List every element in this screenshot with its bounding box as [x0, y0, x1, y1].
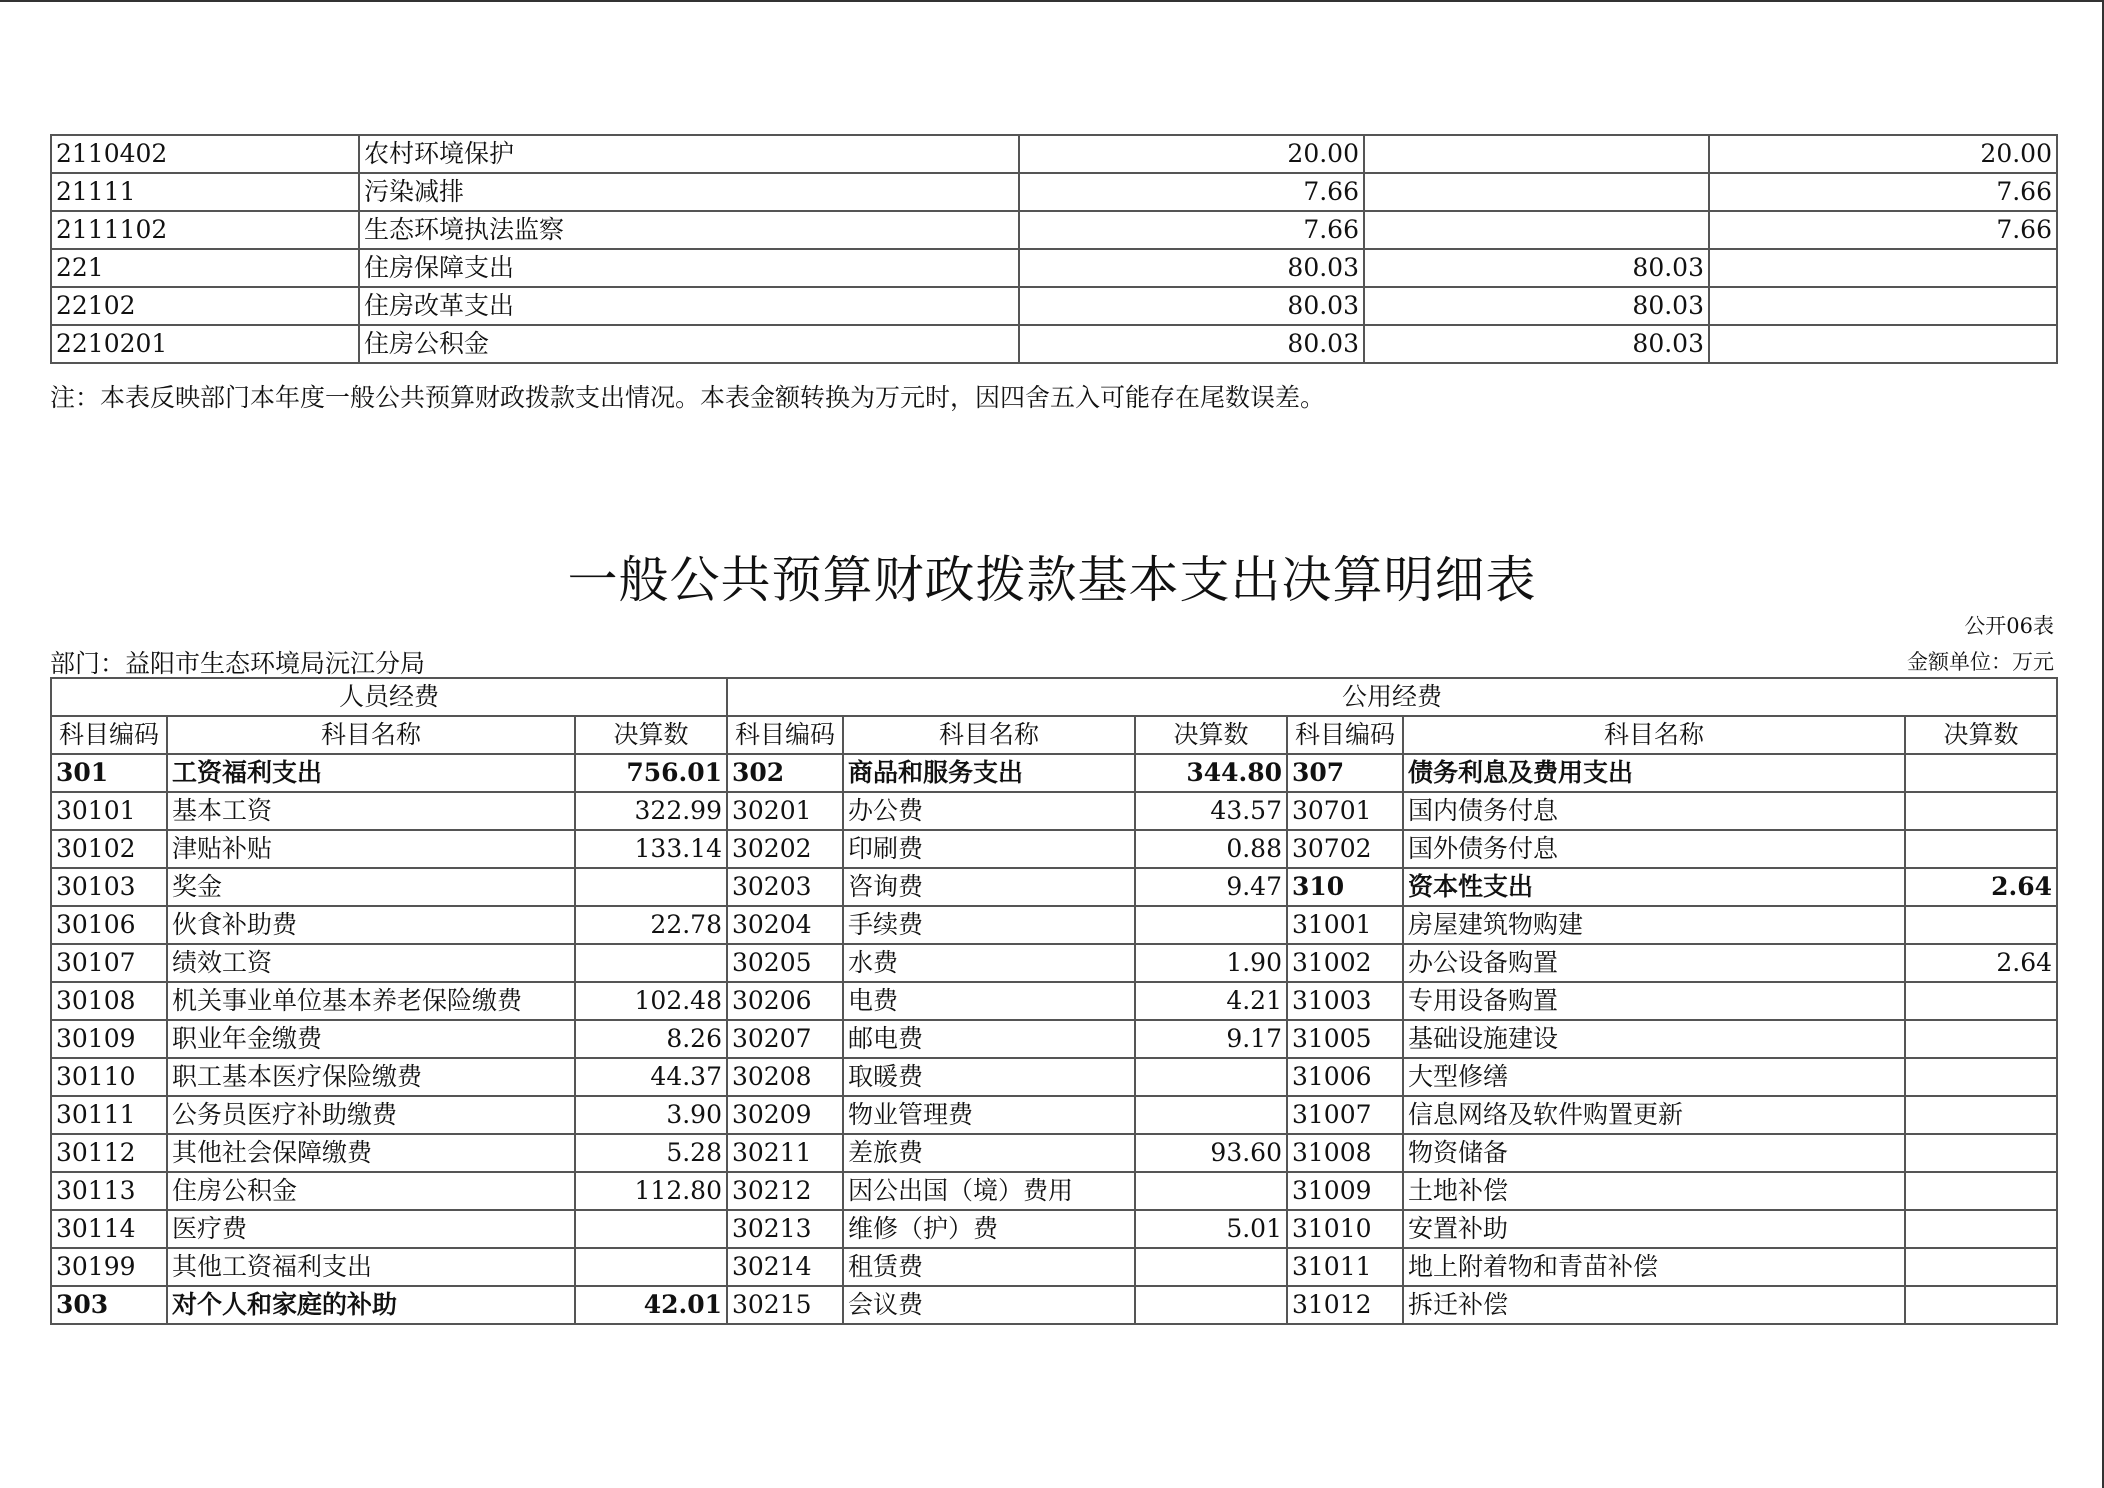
- subject-code: 310: [1287, 868, 1403, 906]
- table-row: [51, 1134, 2057, 1172]
- subject-name: 基本工资: [167, 792, 575, 830]
- subject-name: 拆迁补偿: [1403, 1286, 1905, 1324]
- subject-name: 大型修缮: [1403, 1058, 1905, 1096]
- table-note: 注：本表反映部门本年度一般公共预算财政拨款支出情况。本表金额转换为万元时，因四舍五入可能存在尾数误差。: [50, 383, 1326, 412]
- subject-name: 国外债务付息: [1403, 830, 1905, 868]
- expenditure-summary-table: [50, 134, 2058, 364]
- final-amount: [1135, 1058, 1287, 1096]
- final-amount: [1905, 906, 2057, 944]
- subject-code: 302: [727, 754, 843, 792]
- subject-code: 30101: [51, 792, 167, 830]
- final-amount: [1905, 1248, 2057, 1286]
- subject-name: 对个人和家庭的补助: [167, 1286, 575, 1324]
- final-amount: [575, 868, 727, 906]
- subject-name: 公务员医疗补助缴费: [167, 1096, 575, 1134]
- amount-unit-label: 金额单位：万元: [1907, 650, 2054, 674]
- subject-code: 30114: [51, 1210, 167, 1248]
- subject-name: 地上附着物和青苗补偿: [1403, 1248, 1905, 1286]
- subject-code: 30215: [727, 1286, 843, 1324]
- summary-table-body: [51, 135, 2057, 363]
- page-border-top: [0, 0, 2104, 2]
- subject-code: 30702: [1287, 830, 1403, 868]
- basic-amount: [1364, 135, 1709, 173]
- subject-name: 电费: [843, 982, 1135, 1020]
- subject-name: 安置补助: [1403, 1210, 1905, 1248]
- final-amount: [575, 1248, 727, 1286]
- final-amount: [1905, 1058, 2057, 1096]
- subject-name: 资本性支出: [1403, 868, 1905, 906]
- final-amount: 93.60: [1135, 1134, 1287, 1172]
- subject-name: 机关事业单位基本养老保险缴费: [167, 982, 575, 1020]
- table-row: [51, 1020, 2057, 1058]
- basic-amount: [1364, 173, 1709, 211]
- subject-code: 31012: [1287, 1286, 1403, 1324]
- subject-name: 印刷费: [843, 830, 1135, 868]
- subject-name: 农村环境保护: [359, 135, 1019, 173]
- subject-name: 津贴补贴: [167, 830, 575, 868]
- subject-name: 物业管理费: [843, 1096, 1135, 1134]
- subject-code: 303: [51, 1286, 167, 1324]
- final-amount: 44.37: [575, 1058, 727, 1096]
- final-amount: [1905, 1020, 2057, 1058]
- final-amount: [1905, 754, 2057, 792]
- subject-name: 信息网络及软件购置更新: [1403, 1096, 1905, 1134]
- subject-name: 职业年金缴费: [167, 1020, 575, 1058]
- column-header-row: [51, 716, 2057, 754]
- project-amount: 20.00: [1709, 135, 2057, 173]
- final-amount: 133.14: [575, 830, 727, 868]
- subject-name: 医疗费: [167, 1210, 575, 1248]
- final-amount: 43.57: [1135, 792, 1287, 830]
- subject-code: 307: [1287, 754, 1403, 792]
- subject-name: 绩效工资: [167, 944, 575, 982]
- table-row: [51, 868, 2057, 906]
- subject-name: 办公设备购置: [1403, 944, 1905, 982]
- subject-code: 30113: [51, 1172, 167, 1210]
- header-amount: 决算数: [1135, 716, 1287, 754]
- table-row: [51, 173, 2057, 211]
- final-amount: 102.48: [575, 982, 727, 1020]
- final-amount: [1905, 1096, 2057, 1134]
- subject-code: 31009: [1287, 1172, 1403, 1210]
- subject-name: 专用设备购置: [1403, 982, 1905, 1020]
- subject-name: 会议费: [843, 1286, 1135, 1324]
- header-code: 科目编码: [1287, 716, 1403, 754]
- basic-amount: 80.03: [1364, 325, 1709, 363]
- subject-name: 国内债务付息: [1403, 792, 1905, 830]
- final-amount: [1905, 830, 2057, 868]
- public-group-header: 公用经费: [727, 678, 2057, 716]
- subject-code: 31011: [1287, 1248, 1403, 1286]
- project-amount: [1709, 287, 2057, 325]
- subject-code: 30204: [727, 906, 843, 944]
- subject-code: 30208: [727, 1058, 843, 1096]
- final-amount: [1135, 1286, 1287, 1324]
- header-code: 科目编码: [51, 716, 167, 754]
- subject-code: 30111: [51, 1096, 167, 1134]
- final-amount: [1135, 1248, 1287, 1286]
- subject-code: 30202: [727, 830, 843, 868]
- final-amount: 22.78: [575, 906, 727, 944]
- final-amount: [1135, 1172, 1287, 1210]
- subject-code: 30110: [51, 1058, 167, 1096]
- table-row: [51, 1058, 2057, 1096]
- subject-name: 维修（护）费: [843, 1210, 1135, 1248]
- detail-table-body: [51, 754, 2057, 1324]
- basic-expenditure-detail-table: [50, 677, 2058, 1325]
- basic-amount: 80.03: [1364, 249, 1709, 287]
- subject-name: 房屋建筑物购建: [1403, 906, 1905, 944]
- final-amount: 8.26: [575, 1020, 727, 1058]
- subject-name: 工资福利支出: [167, 754, 575, 792]
- subject-name: 住房保障支出: [359, 249, 1019, 287]
- header-amount: 决算数: [1905, 716, 2057, 754]
- subject-code: 2110402: [51, 135, 359, 173]
- final-amount: [1135, 906, 1287, 944]
- subject-code: 31006: [1287, 1058, 1403, 1096]
- header-name: 科目名称: [843, 716, 1135, 754]
- subject-name: 物资储备: [1403, 1134, 1905, 1172]
- subject-name: 其他工资福利支出: [167, 1248, 575, 1286]
- table-row: [51, 249, 2057, 287]
- final-amount: 322.99: [575, 792, 727, 830]
- subject-code: 30701: [1287, 792, 1403, 830]
- header-name: 科目名称: [1403, 716, 1905, 754]
- table-row: [51, 754, 2057, 792]
- subject-code: 31005: [1287, 1020, 1403, 1058]
- subject-code: 30205: [727, 944, 843, 982]
- subject-name: 租赁费: [843, 1248, 1135, 1286]
- final-amount: 756.01: [575, 754, 727, 792]
- subject-code: 30212: [727, 1172, 843, 1210]
- final-amount: 4.21: [1135, 982, 1287, 1020]
- subject-name: 住房公积金: [359, 325, 1019, 363]
- subject-code: 30214: [727, 1248, 843, 1286]
- subject-name: 取暖费: [843, 1058, 1135, 1096]
- subject-name: 污染减排: [359, 173, 1019, 211]
- table-row: [51, 1210, 2057, 1248]
- final-amount: 9.47: [1135, 868, 1287, 906]
- project-amount: [1709, 325, 2057, 363]
- table-row: [51, 135, 2057, 173]
- subject-code: 31008: [1287, 1134, 1403, 1172]
- subject-code: 301: [51, 754, 167, 792]
- final-amount: 344.80: [1135, 754, 1287, 792]
- header-amount: 决算数: [575, 716, 727, 754]
- subject-code: 21111: [51, 173, 359, 211]
- subject-code: 30103: [51, 868, 167, 906]
- subject-name: 邮电费: [843, 1020, 1135, 1058]
- subject-name: 办公费: [843, 792, 1135, 830]
- final-amount: [1905, 1286, 2057, 1324]
- table-row: [51, 906, 2057, 944]
- subject-name: 差旅费: [843, 1134, 1135, 1172]
- subject-code: 30201: [727, 792, 843, 830]
- subject-name: 住房公积金: [167, 1172, 575, 1210]
- subject-name: 咨询费: [843, 868, 1135, 906]
- subject-code: 30108: [51, 982, 167, 1020]
- basic-amount: [1364, 211, 1709, 249]
- basic-amount: 80.03: [1364, 287, 1709, 325]
- table-row: [51, 792, 2057, 830]
- department-label: 部门：益阳市生态环境局沅江分局: [50, 649, 426, 678]
- final-amount: 9.17: [1135, 1020, 1287, 1058]
- subject-code: 30209: [727, 1096, 843, 1134]
- final-amount: 5.28: [575, 1134, 727, 1172]
- subject-code: 30211: [727, 1134, 843, 1172]
- page-title: 一般公共预算财政拨款基本支出决算明细表: [567, 551, 1537, 609]
- subject-code: 221: [51, 249, 359, 287]
- final-amount: 112.80: [575, 1172, 727, 1210]
- form-number: 公开06表: [1964, 614, 2054, 638]
- subject-code: 30109: [51, 1020, 167, 1058]
- subject-code: 30203: [727, 868, 843, 906]
- subject-name: 住房改革支出: [359, 287, 1019, 325]
- final-amount: 1.90: [1135, 944, 1287, 982]
- subject-name: 水费: [843, 944, 1135, 982]
- table-row: [51, 1286, 2057, 1324]
- project-amount: 7.66: [1709, 211, 2057, 249]
- total-amount: 7.66: [1019, 173, 1364, 211]
- total-amount: 80.03: [1019, 325, 1364, 363]
- total-amount: 80.03: [1019, 287, 1364, 325]
- total-amount: 80.03: [1019, 249, 1364, 287]
- subject-name: 手续费: [843, 906, 1135, 944]
- table-row: [51, 1172, 2057, 1210]
- subject-code: 30206: [727, 982, 843, 1020]
- table-row: [51, 1248, 2057, 1286]
- subject-code: 30199: [51, 1248, 167, 1286]
- final-amount: [575, 944, 727, 982]
- final-amount: [1135, 1096, 1287, 1134]
- subject-code: 31007: [1287, 1096, 1403, 1134]
- subject-name: 奖金: [167, 868, 575, 906]
- total-amount: 20.00: [1019, 135, 1364, 173]
- subject-name: 债务利息及费用支出: [1403, 754, 1905, 792]
- final-amount: [575, 1210, 727, 1248]
- subject-name: 其他社会保障缴费: [167, 1134, 575, 1172]
- subject-code: 30213: [727, 1210, 843, 1248]
- header-code: 科目编码: [727, 716, 843, 754]
- final-amount: 42.01: [575, 1286, 727, 1324]
- final-amount: [1905, 1172, 2057, 1210]
- subject-code: 30107: [51, 944, 167, 982]
- subject-code: 2210201: [51, 325, 359, 363]
- subject-code: 30207: [727, 1020, 843, 1058]
- table-row: [51, 982, 2057, 1020]
- final-amount: 2.64: [1905, 944, 2057, 982]
- subject-name: 土地补偿: [1403, 1172, 1905, 1210]
- subject-name: 生态环境执法监察: [359, 211, 1019, 249]
- table-row: [51, 830, 2057, 868]
- subject-code: 31003: [1287, 982, 1403, 1020]
- subject-code: 22102: [51, 287, 359, 325]
- table-row: [51, 1096, 2057, 1134]
- subject-name: 伙食补助费: [167, 906, 575, 944]
- table-row: [51, 944, 2057, 982]
- project-amount: [1709, 249, 2057, 287]
- final-amount: [1905, 1134, 2057, 1172]
- final-amount: [1905, 792, 2057, 830]
- personnel-group-header: 人员经费: [51, 678, 727, 716]
- subject-code: 30112: [51, 1134, 167, 1172]
- table-row: [51, 287, 2057, 325]
- subject-code: 30102: [51, 830, 167, 868]
- subject-code: 31002: [1287, 944, 1403, 982]
- table-row: [51, 325, 2057, 363]
- header-name: 科目名称: [167, 716, 575, 754]
- final-amount: 5.01: [1135, 1210, 1287, 1248]
- group-header-row: [51, 678, 2057, 716]
- subject-code: 2111102: [51, 211, 359, 249]
- subject-name: 因公出国（境）费用: [843, 1172, 1135, 1210]
- final-amount: [1905, 1210, 2057, 1248]
- final-amount: 0.88: [1135, 830, 1287, 868]
- final-amount: 2.64: [1905, 868, 2057, 906]
- table-row: [51, 211, 2057, 249]
- total-amount: 7.66: [1019, 211, 1364, 249]
- final-amount: 3.90: [575, 1096, 727, 1134]
- final-amount: [1905, 982, 2057, 1020]
- project-amount: 7.66: [1709, 173, 2057, 211]
- subject-code: 31010: [1287, 1210, 1403, 1248]
- subject-name: 职工基本医疗保险缴费: [167, 1058, 575, 1096]
- subject-code: 31001: [1287, 906, 1403, 944]
- subject-name: 基础设施建设: [1403, 1020, 1905, 1058]
- subject-code: 30106: [51, 906, 167, 944]
- subject-name: 商品和服务支出: [843, 754, 1135, 792]
